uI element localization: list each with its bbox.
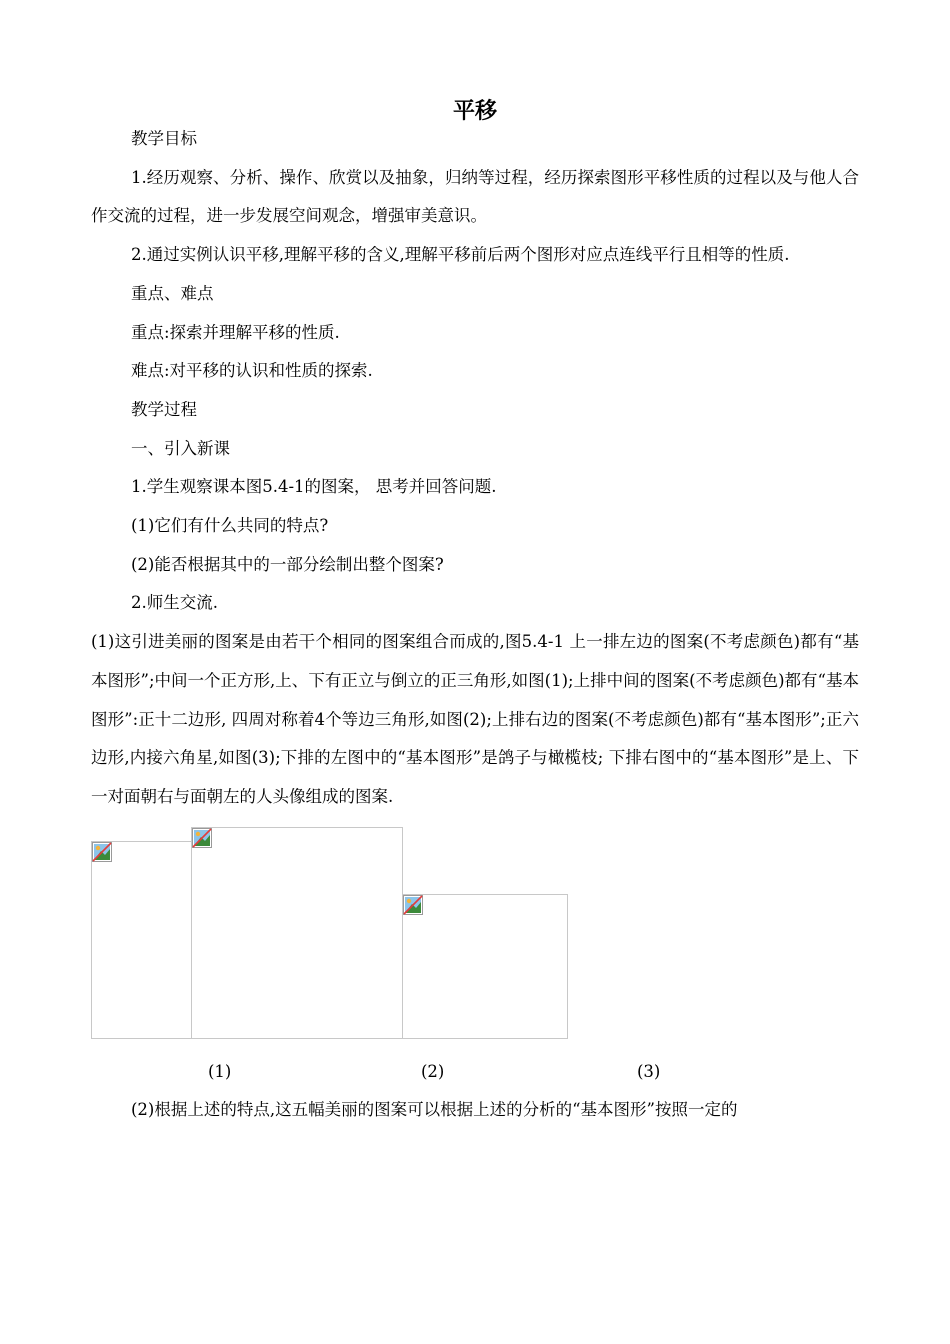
page-title: 平移 (452, 99, 497, 124)
paragraph-discussion: (1)这引进美丽的图案是由若干个相同的图案组合而成的,图5.4-1 上一排左边的图案(不考虑颜色)都有“基本图形”;中间一个正方形,上、下有正立与倒立的正三角形,如图(1);上排中间的图案(不考虑颜色)都有“基本图形”:正十二边形, 四周对称着4个等边三角形,如图(2);上排右边的图案(不考虑颜色)都有“基本图形”;正六边形,内接六角星,如图(3);下排的左图中的“基本图形”是鸽子与橄榄枝; 下排右图中的“基本图形”是上、下一对面朝右与面朝左的人头像组成的图案. (91, 632, 859, 806)
paragraph-step-2: 2.师生交流. (131, 593, 218, 613)
caption-2: (2) (421, 1061, 445, 1081)
heading-intro: 一、引入新课 (131, 438, 230, 458)
paragraph-difficulty: 难点:对平移的认识和性质的探索. (131, 361, 373, 381)
paragraph-question-2: (2)能否根据其中的一部分绘制出整个图案? (131, 554, 444, 574)
document-body (91, 120, 859, 1129)
figure-image-2 (191, 827, 403, 1039)
heading-objectives: 教学目标 (131, 129, 197, 148)
paragraph-objective-1: 1.经历观察、分析、操作、欣赏以及抽象，归纳等过程，经历探索图形平移性质的过程以及与他人合作交流的过程，进一步发展空间观念，增强审美意识。 (91, 167, 859, 226)
caption-3: (3) (637, 1061, 661, 1081)
paragraph-key-point: 重点:探索并理解平移的性质. (131, 322, 340, 342)
figure-image-1 (91, 841, 192, 1039)
paragraph-step-1: 1.学生观察课本图5.4-1的图案， 思考并回答问题. (131, 477, 497, 497)
paragraph-objective-2: 2.通过实例认识平移,理解平移的含义,理解平移前后两个图形对应点连线平行且相等的性质. (131, 245, 790, 265)
broken-image-icon (92, 842, 112, 862)
figure-image-3 (402, 894, 568, 1039)
broken-image-icon (403, 895, 423, 915)
heading-key-points: 重点、难点 (131, 283, 214, 303)
figure-captions (91, 1053, 859, 1091)
paragraph-continued: (2)根据上述的特点,这五幅美丽的图案可以根据上述的分析的“基本图形”按照一定的 (131, 1099, 738, 1119)
broken-image-icon (192, 828, 212, 848)
caption-1: (1) (208, 1061, 232, 1081)
heading-process: 教学过程 (131, 399, 197, 419)
paragraph-question-1: (1)它们有什么共同的特点? (131, 516, 329, 536)
figure-row (91, 827, 859, 1053)
